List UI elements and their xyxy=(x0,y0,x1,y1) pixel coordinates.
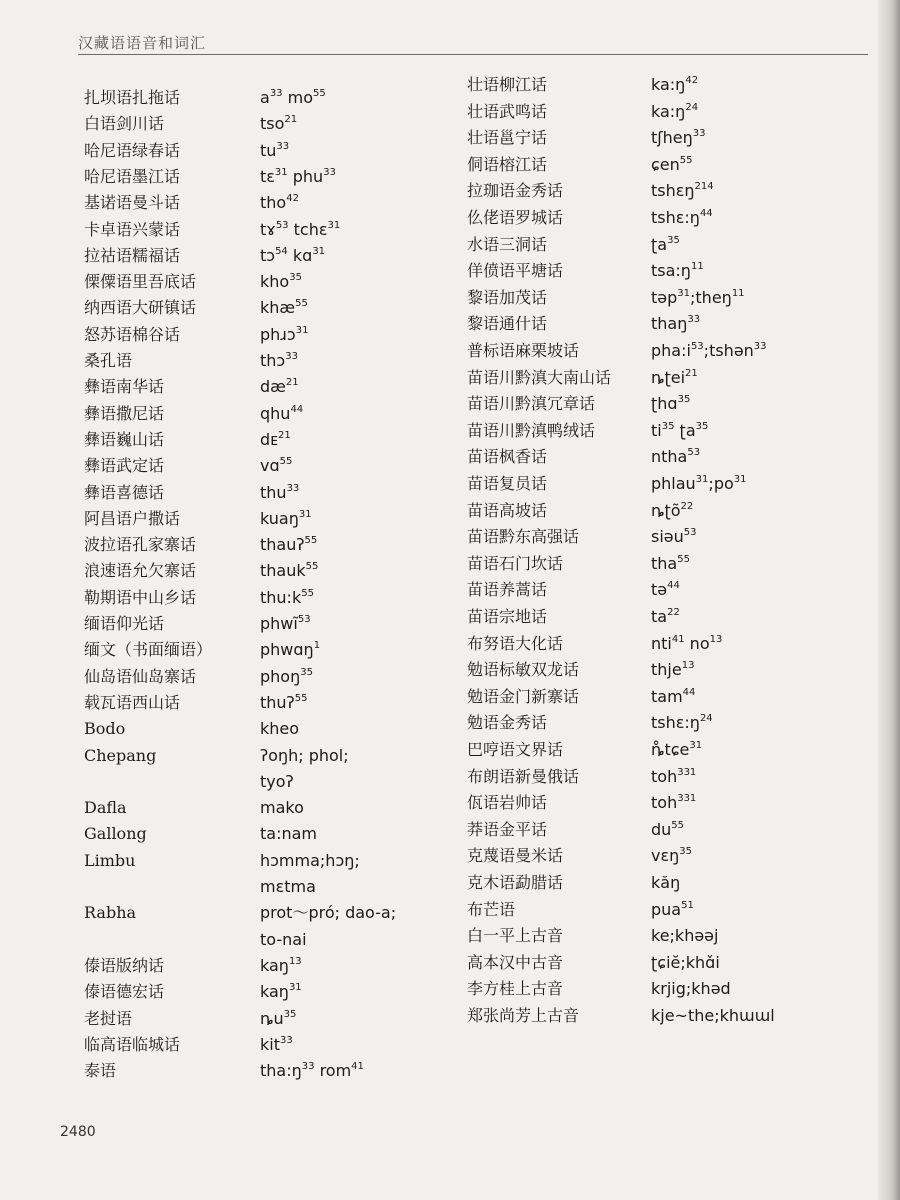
entry-form-value: ʈhɑ$^{35}$ xyxy=(651,394,691,414)
entry-language-name: 仙岛语仙岛寨话 xyxy=(84,666,197,686)
entry-language-name: 拉珈语金秀话 xyxy=(467,181,564,201)
entry-form-value: $du^{55}$ xyxy=(651,819,685,839)
entry-language-name: 扎坝语扎拖话 xyxy=(84,88,181,107)
entry-language-name: 勉语金门新寨话 xyxy=(467,686,580,706)
entry-form-value: $tu^{33}$ xyxy=(260,140,290,160)
entry-language-name: 怒苏语棉谷话 xyxy=(84,324,181,344)
entry-form-value: ȵ̊tɕe$^{31}$ xyxy=(651,740,703,759)
entry-language-name: Bodo xyxy=(84,719,126,739)
entry-language-name: 佤语岩帅话 xyxy=(467,793,548,813)
entry-language-name: Dafla xyxy=(84,798,127,818)
entry-language-name: 苗语枫香话 xyxy=(467,447,548,467)
entry-form-value: tɤ$^{53}$ tchɛ$^{31}$ xyxy=(260,219,341,239)
entry-language-name: 苗语复员话 xyxy=(467,474,548,493)
entry-form-value: $ka:ŋ^{24}$ xyxy=(651,101,699,121)
entry-language-name: 壮语邕宁话 xyxy=(467,128,548,148)
entry-form-value: kăŋ xyxy=(651,873,681,892)
entry-form-value: prot～pró; dao-a; xyxy=(260,903,397,923)
entry-language-name: 哈尼语绿春话 xyxy=(84,140,181,160)
entry-language-name: 缅文（书面缅语） xyxy=(84,640,213,660)
running-header xyxy=(78,30,868,55)
entry-language-name: 壮语武鸣话 xyxy=(467,101,548,121)
entry-language-name: 拉祜语糯福话 xyxy=(84,245,181,265)
entry-form-value: toh$^{331}$ xyxy=(651,766,697,786)
entry-language-name: 苗语川黔滇鸭绒话 xyxy=(467,420,596,440)
entry-form-value: mɛtma xyxy=(260,877,316,896)
entry-language-name: 傈僳语里吾底话 xyxy=(84,272,197,292)
entry-language-name: 白语剑川话 xyxy=(84,114,165,134)
entry-form-value: pua$^{51}$ xyxy=(651,899,694,919)
entry-language-name: 浪速语允欠寨话 xyxy=(84,561,197,581)
entry-form-value: dᴇ$^{21}$ xyxy=(260,429,291,449)
entry-language-name: 勉语标敏双龙话 xyxy=(467,660,580,680)
entry-language-name: 布努语大化话 xyxy=(467,633,564,653)
entry-form-value: thuʔ$^{55}$ xyxy=(260,692,308,712)
entry-language-name: 克蔑语曼米话 xyxy=(467,846,564,866)
entry-form-value: tso$^{21}$ xyxy=(260,114,298,134)
entry-form-value: phɹɔ$^{31}$ xyxy=(260,324,309,344)
entry-language-name: 苗语宗地话 xyxy=(467,607,548,626)
entry-language-name: 普标语麻栗坡话 xyxy=(467,341,580,360)
entry-form-value: phoŋ$^{35}$ xyxy=(260,666,313,686)
entry-form-value: $ta^{22}$ xyxy=(651,607,680,626)
entry-form-value: tshɛŋ$^{214}$ xyxy=(651,181,714,201)
entry-form-value: $dæ^{21}$ xyxy=(260,377,299,397)
entry-form-value: ʔoŋh; phol; xyxy=(260,745,349,765)
entry-form-value: khæ$^{55}$ xyxy=(260,298,308,318)
entry-form-value: tɔ$^{54}$ kɑ$^{31}$ xyxy=(260,245,326,265)
page-edge xyxy=(878,0,900,1200)
entry-form-value: mako xyxy=(260,798,304,818)
entry-language-name: 缅语仰光话 xyxy=(84,614,165,633)
entry-language-name: 彝语南华话 xyxy=(84,377,165,397)
entry-language-name: 卡卓语兴蒙话 xyxy=(84,219,181,239)
entry-form-value: toh$^{331}$ xyxy=(651,793,697,813)
entry-language-name: 苗语黔东高强话 xyxy=(467,527,580,547)
entry-form-value: krjig;khəd xyxy=(651,979,731,999)
entry-form-value: tə$^{44}$ xyxy=(651,580,680,600)
entry-form-value: thaŋ$^{33}$ xyxy=(651,314,701,334)
entry-form-value: tho$^{42}$ xyxy=(260,193,299,213)
entry-form-value: thauʔ$^{55}$ xyxy=(260,535,318,555)
entry-form-value: ke;khəəj xyxy=(651,926,719,946)
entry-language-name: 泰语 xyxy=(84,1061,117,1081)
entry-language-name: 哈尼语墨江话 xyxy=(84,166,181,186)
entry-form-value: tam$^{44}$ xyxy=(651,686,696,706)
entry-form-value: thu$^{33}$ xyxy=(260,482,300,502)
entry-language-name: 郑张尚芳上古音 xyxy=(467,1006,580,1025)
entry-form-value: tɛ$^{31}$ phu$^{33}$ xyxy=(260,166,336,186)
entry-form-value: thɔ$^{33}$ xyxy=(260,351,298,370)
entry-form-value: $tha:ŋ^{33}$ rom$^{41}$ xyxy=(260,1061,364,1081)
page-number: 2480 xyxy=(60,1124,96,1140)
entry-language-name: 勉语金秀话 xyxy=(467,713,548,733)
entry-language-name: 莽语金平话 xyxy=(467,819,548,839)
entry-language-name: 彝语武定话 xyxy=(84,456,165,476)
entry-form-value: $tshɛ:ŋ^{44}$ xyxy=(651,208,713,227)
entry-language-name: 苗语石门坎话 xyxy=(467,553,564,573)
entry-language-name: 彝语巍山话 xyxy=(84,429,165,449)
entry-form-value: $ti^{35}$ ʈa$^{35}$ xyxy=(651,420,709,440)
entry-language-name: 阿昌语户撒话 xyxy=(84,508,181,528)
entry-language-name: 载瓦语西山话 xyxy=(84,692,181,712)
entry-language-name: 李方桂上古音 xyxy=(467,979,564,999)
entry-form-value: phwɑŋ$^1$ xyxy=(260,640,321,660)
entry-language-name: 侗语榕江话 xyxy=(467,154,548,174)
entry-language-name: 基诺语曼斗话 xyxy=(84,193,181,213)
entry-language-name: 傣语德宏话 xyxy=(84,982,165,1002)
entry-language-name: 苗语高坡话 xyxy=(467,500,548,520)
entry-form-value: kaŋ$^{31}$ xyxy=(260,982,302,1002)
entry-form-value: ȵʈõ$^{22}$ xyxy=(651,500,694,520)
entry-form-value: phwĩ$^{53}$ xyxy=(260,614,311,633)
entry-language-name: 勒期语中山乡话 xyxy=(84,587,197,607)
entry-language-name: 黎语加茂话 xyxy=(467,287,548,307)
entry-language-name: Chepang xyxy=(84,745,157,765)
entry-form-value: təp$^{31}$;theŋ$^{11}$ xyxy=(651,287,745,307)
entry-form-value: qhu$^{44}$ xyxy=(260,403,304,423)
entry-language-name: 佯偾语平塘话 xyxy=(467,261,564,281)
entry-form-value: $phlau^{31};po^{31}$ xyxy=(651,474,747,493)
entry-language-name: 苗语川黔滇大南山话 xyxy=(467,367,612,387)
entry-form-value: ʈa$^{35}$ xyxy=(651,234,680,254)
entry-form-value: kuaŋ$^{31}$ xyxy=(260,508,312,528)
entry-language-name: 波拉语孔家寨话 xyxy=(84,535,197,555)
entry-form-value: thje$^{13}$ xyxy=(651,660,695,680)
entry-language-name: 彝语喜德话 xyxy=(84,482,165,502)
entry-language-name: 克木语勐腊话 xyxy=(467,873,564,892)
entry-form-value: $ka:ŋ^{42}$ xyxy=(651,75,699,94)
entry-language-name: 傣语版纳话 xyxy=(84,955,165,975)
entry-form-value: ta:nam xyxy=(260,824,317,844)
header-title: 汉藏语语音和词汇 xyxy=(78,34,207,52)
entry-form-value: vɑ$^{55}$ xyxy=(260,456,293,476)
entry-language-name: 老挝语 xyxy=(84,1008,133,1028)
entry-language-name: 黎语通什话 xyxy=(467,314,548,334)
entry-language-name: 巴哼语文界话 xyxy=(467,740,564,759)
entry-language-name: 桑孔语 xyxy=(84,351,133,370)
entry-form-value: kho$^{35}$ xyxy=(260,272,302,292)
entry-form-value: nti$^{41}$ $no^{13}$ xyxy=(651,633,723,653)
entry-language-name: Limbu xyxy=(84,850,136,870)
entry-form-value: ɕen$^{55}$ xyxy=(651,154,693,174)
entry-form-value: ʈɕiĕ;khɑ̌i xyxy=(651,952,720,972)
entry-language-name: 纳西语大研镇话 xyxy=(84,298,197,318)
entry-language-name: 苗语养蒿话 xyxy=(467,580,548,600)
entry-language-name: 仫佬语罗城话 xyxy=(467,208,564,227)
entry-language-name: 布朗语新曼俄话 xyxy=(467,766,580,786)
entry-form-value: thauk$^{55}$ xyxy=(260,561,319,581)
entry-form-value: $ȵu^{35}$ xyxy=(260,1008,297,1028)
entry-form-value: tyoʔ xyxy=(260,771,294,791)
entry-form-value: hɔmma;hɔŋ; xyxy=(260,850,360,870)
entry-form-value: kit$^{33}$ xyxy=(260,1034,293,1054)
entry-form-value: kje~the;khɯɯl xyxy=(651,1006,775,1025)
entry-language-name: Rabha xyxy=(84,903,137,923)
entry-form-value: ntha$^{53}$ xyxy=(651,447,701,467)
entry-language-name: Gallong xyxy=(84,824,147,844)
entry-form-value: $pha:i^{53};tshən^{33}$ xyxy=(651,341,767,360)
entry-form-value: to-nai xyxy=(260,929,307,949)
entry-form-value: tha$^{55}$ xyxy=(651,553,690,573)
entry-form-value: $tshɛ:ŋ^{24}$ xyxy=(651,713,713,733)
entry-form-value: siəu$^{53}$ xyxy=(651,527,697,547)
entry-form-value: kheo xyxy=(260,719,300,739)
entry-language-name: 水语三洞话 xyxy=(467,234,548,254)
entry-form-value: vɛŋ$^{35}$ xyxy=(651,846,692,866)
entry-language-name: 白一平上古音 xyxy=(467,926,564,946)
entry-language-name: 布芒语 xyxy=(467,899,516,919)
entry-form-value: $thu:k^{55}$ xyxy=(260,587,314,607)
entry-language-name: 苗语川黔滇冗章话 xyxy=(467,394,596,414)
entry-form-value: kaŋ$^{13}$ xyxy=(260,955,302,975)
entry-language-name: 彝语撒尼话 xyxy=(84,403,165,423)
entry-form-value: $a^{33}$ $mo^{55}$ xyxy=(260,88,326,107)
entry-form-value: tʃheŋ$^{33}$ xyxy=(651,128,706,148)
entry-language-name: 壮语柳江话 xyxy=(467,75,548,94)
entry-form-value: $tsa:ŋ^{11}$ xyxy=(651,261,704,281)
entry-language-name: 临高语临城话 xyxy=(84,1034,181,1054)
entry-language-name: 高本汉中古音 xyxy=(467,952,564,972)
entry-form-value: ȵʈei$^{21}$ xyxy=(651,367,698,387)
